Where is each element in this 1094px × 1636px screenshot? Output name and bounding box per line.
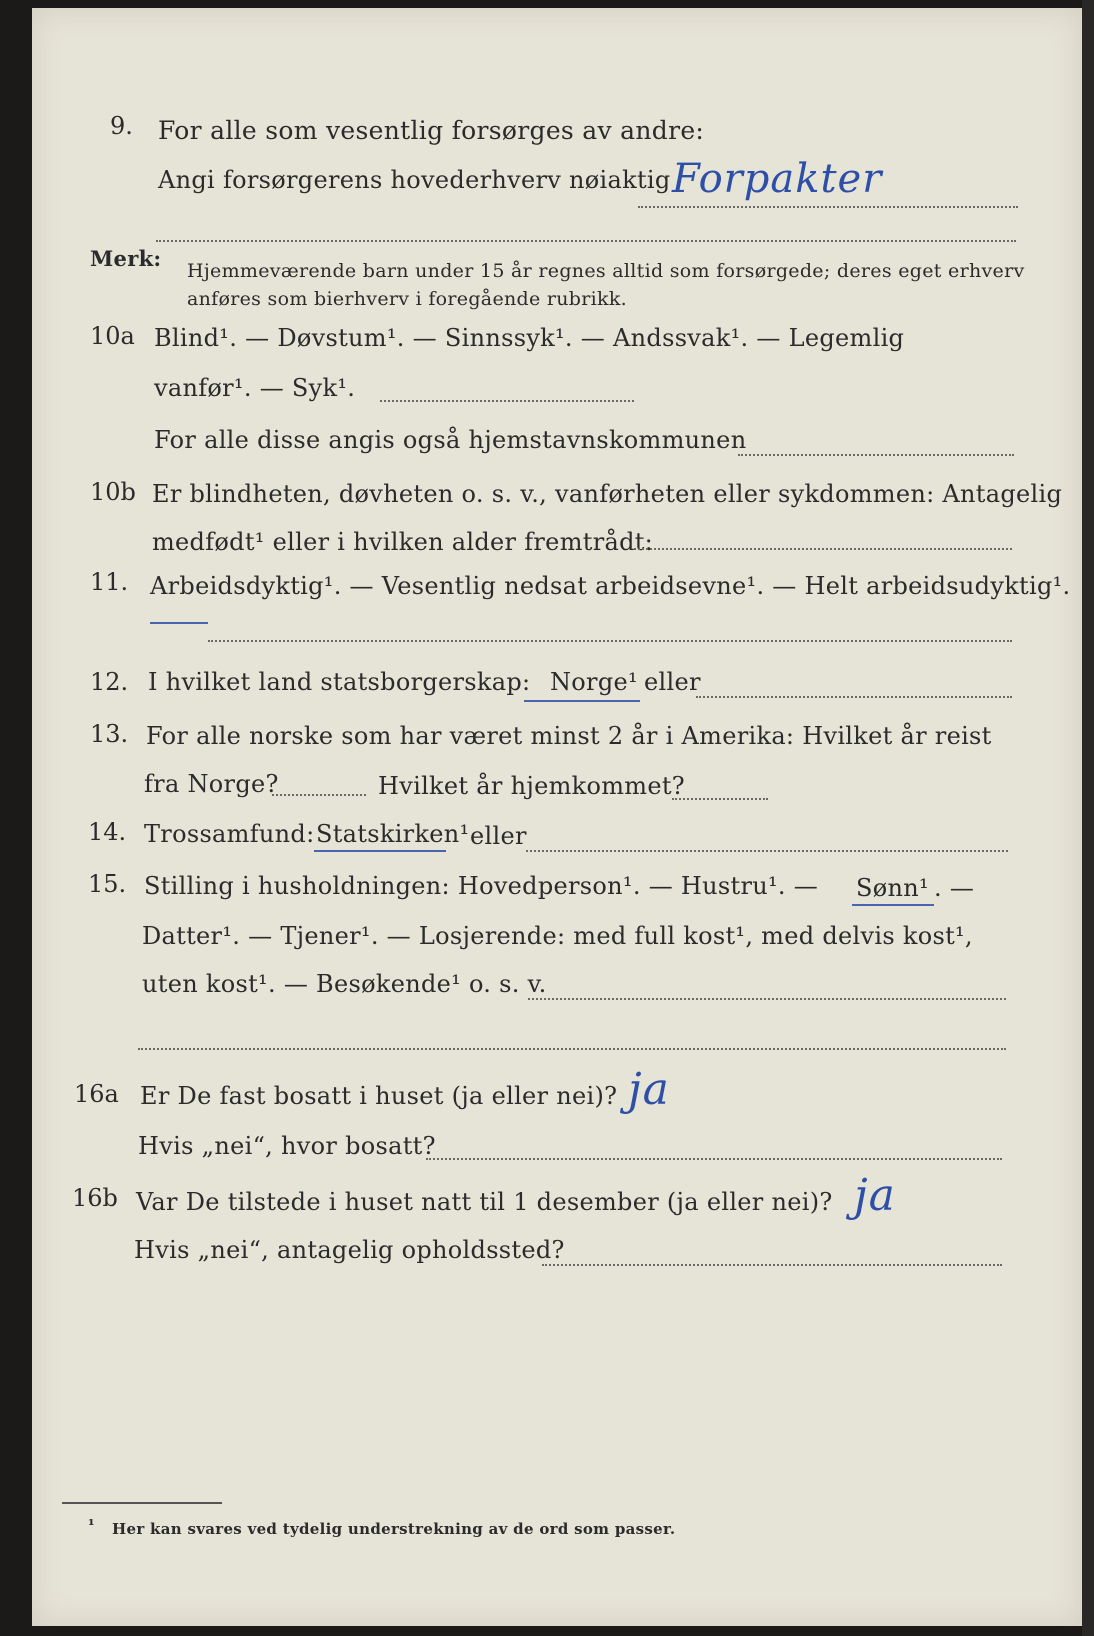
q15-line2: Datter¹. — Tjener¹. — Losjerende: med full kost¹, med delvis kost¹, bbox=[142, 922, 973, 950]
q15-line3: uten kost¹. — Besøkende¹ o. s. v. bbox=[142, 970, 547, 998]
q10b-line2: medfødt¹ eller i hvilken alder fremtrådt: bbox=[152, 528, 654, 556]
q15-answer-line bbox=[528, 998, 1006, 1000]
q9-answer-line bbox=[638, 206, 1018, 208]
q14-text: Trossamfund: bbox=[144, 820, 315, 848]
q14-answer-line bbox=[526, 850, 1008, 852]
q14-option-underline bbox=[314, 850, 446, 852]
q11-answer-line bbox=[208, 640, 1012, 642]
q10a-line1: Blind¹. — Døvstum¹. — Sinnssyk¹. — Andssvak¹. — Legemlig bbox=[154, 324, 905, 352]
q9-number: 9. bbox=[110, 112, 133, 140]
q15-number: 15. bbox=[88, 870, 127, 898]
q15-option-sonn: Sønn¹ bbox=[856, 874, 929, 902]
q10a-answer-line bbox=[380, 400, 634, 402]
q13-line1: For alle norske som har været minst 2 år i Amerika: Hvilket år reist bbox=[146, 722, 992, 750]
q10a-line2: vanfør¹. — Syk¹. bbox=[154, 374, 356, 402]
q16a-line2: Hvis „nei“, hvor bosatt? bbox=[138, 1132, 436, 1160]
q15-line1a: Stilling i husholdningen: Hovedperson¹. — Hustru¹. — bbox=[144, 872, 819, 900]
q10a-kommune-line bbox=[738, 454, 1014, 456]
q9-line2: Angi forsørgerens hovederhverv nøiaktig bbox=[158, 166, 671, 194]
q12-tail: eller bbox=[644, 668, 701, 696]
q12-option-underline bbox=[524, 700, 640, 702]
q16a-line1: Er De fast bosatt i huset (ja eller nei)? bbox=[140, 1082, 618, 1110]
q15-option-underline bbox=[852, 904, 934, 906]
merk-line1: Hjemmeværende barn under 15 år regnes alltid som forsørgede; deres eget erhverv bbox=[187, 260, 1025, 282]
footnote-text: Her kan svares ved tydelig understrekning av de ord som passer. bbox=[112, 1520, 676, 1538]
q13-reist-line bbox=[272, 794, 366, 796]
census-form-page bbox=[32, 8, 1082, 1626]
q16b-handwritten-answer: ja bbox=[854, 1170, 896, 1221]
q11-number: 11. bbox=[90, 568, 129, 596]
book-spine bbox=[1082, 0, 1094, 1636]
q13-line2b: Hvilket år hjemkommet? bbox=[378, 772, 685, 800]
q10b-answer-line bbox=[634, 548, 1012, 550]
q14-option-statskirken: Statskirken¹ bbox=[316, 820, 470, 848]
q10a-number: 10a bbox=[90, 322, 135, 350]
q11-underline-mark bbox=[150, 622, 208, 624]
q16b-number: 16b bbox=[72, 1184, 118, 1212]
q12-option-norge: Norge¹ bbox=[550, 668, 638, 696]
q16a-answer-line bbox=[426, 1158, 1002, 1160]
q16a-handwritten-answer: ja bbox=[628, 1064, 670, 1115]
q9-line1: For alle som vesentlig forsørges av andre: bbox=[158, 116, 705, 145]
q14-number: 14. bbox=[88, 818, 127, 846]
q13-number: 13. bbox=[90, 720, 129, 748]
q10b-number: 10b bbox=[90, 478, 136, 506]
footnote-rule bbox=[62, 1502, 222, 1504]
merk-line2: anføres som bierhverv i foregående rubrikk. bbox=[187, 288, 627, 310]
q11-line1: Arbeidsdyktig¹. — Vesentlig nedsat arbeidsevne¹. — Helt arbeidsudyktig¹. bbox=[150, 572, 1071, 600]
q12-text: I hvilket land statsborgerskap: bbox=[148, 668, 531, 696]
q10a-line3: For alle disse angis også hjemstavnskommunen bbox=[154, 426, 747, 454]
q10b-line1: Er blindheten, døvheten o. s. v., vanførheten eller sykdommen: Antagelig bbox=[152, 480, 1063, 508]
q12-answer-line bbox=[696, 696, 1012, 698]
q12-number: 12. bbox=[90, 668, 129, 696]
footnote-mark: ¹ bbox=[88, 1516, 95, 1534]
q9-extra-line bbox=[156, 240, 1016, 242]
q13-line2a: fra Norge? bbox=[144, 770, 279, 798]
q14-tail: eller bbox=[470, 822, 527, 850]
q15-extra-line bbox=[138, 1048, 1006, 1050]
q16b-line1: Var De tilstede i huset natt til 1 desember (ja eller nei)? bbox=[136, 1188, 833, 1216]
q13-hjemkommet-line bbox=[672, 798, 768, 800]
q9-handwritten-answer: Forpakter bbox=[672, 156, 883, 202]
q16b-line2: Hvis „nei“, antagelig opholdssted? bbox=[134, 1236, 565, 1264]
q16b-answer-line bbox=[542, 1264, 1002, 1266]
merk-label: Merk: bbox=[90, 246, 162, 271]
q15-line1c: . — bbox=[934, 874, 975, 902]
q16a-number: 16a bbox=[74, 1080, 119, 1108]
